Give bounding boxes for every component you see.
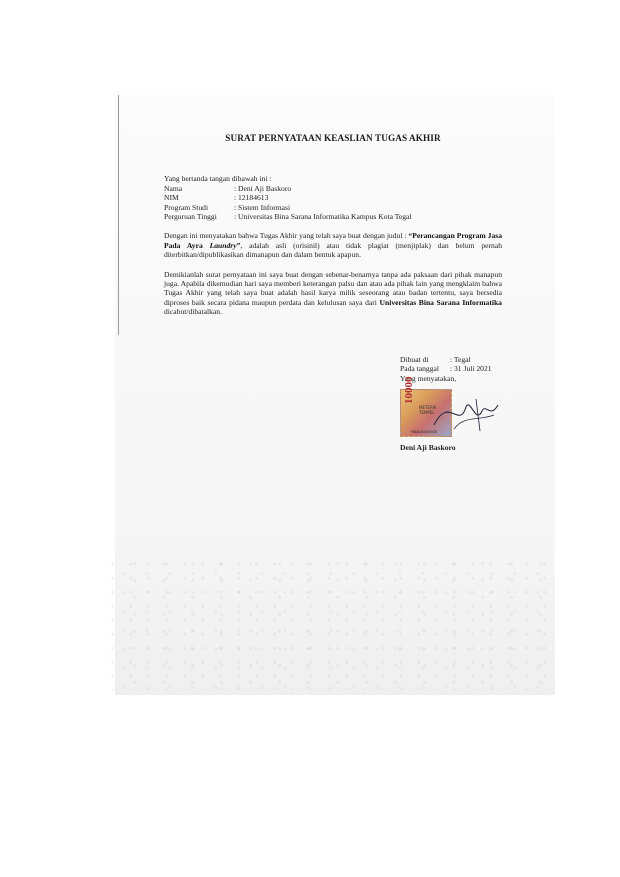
stamp-label-line1: METERAI (419, 405, 437, 411)
identity-fields (164, 184, 502, 222)
handwritten-signature (424, 385, 504, 441)
place-label: Dibuat di (400, 355, 429, 364)
stamp-label-line2: TEMPEL (419, 409, 435, 415)
document-body (164, 131, 502, 317)
intro-line: Yang bertanda tangan dibawah ini : (164, 174, 272, 184)
field-label-nim: NIM (164, 193, 179, 203)
date-row (400, 364, 560, 373)
signer-name: Deni Aji Baskoro (400, 443, 456, 453)
statement-text-post: , adalah asli (orisinil) atau tidak plagiat (menjiplak) dan belum pernah diterbitkan/dipublikasikan dimanapun dan dalam bentuk apapun. (164, 240, 503, 260)
statement-text-pre: Dengan ini menyatakan bahwa Tugas Akhir yang telah saya buat dengan judul : (164, 231, 409, 241)
stamp-serial: F8DAJX254935 (411, 430, 437, 435)
scan-edge-line (118, 95, 119, 335)
declarer-label: Yang menyatakan, (400, 373, 457, 383)
field-value-prodi: : Sistem Informasi (234, 202, 291, 212)
signature-block (400, 355, 560, 453)
closing-text-pre: Demikianlah surat pernyataan ini saya buat dengan sebenar-benarnya tanpa ada paksaan dari pihak manapun juga. Apabila dikemudian hari saya memberi keterangan palsu dan atau ada pihak lain yang mengklaim bahwa Tugas Akhir yang telah saya buat adalah hasil karya milik seseorang atau badan tertentu, saya bersedia diproses baik secara pidana maupun perdata dan kelulusan saya dari (164, 269, 502, 307)
scan-noise (110, 560, 550, 690)
field-label-prodi: Program Studi (164, 202, 209, 212)
thesis-title-close: ” (236, 240, 241, 250)
field-value-nim: : 12184613 (234, 193, 269, 203)
university-name-bold: Universitas Bina Sarana Informatika (379, 297, 502, 307)
date-value: : 31 Juli 2021 (450, 364, 492, 374)
thesis-title-italic: Laundry (209, 240, 237, 250)
document-title: SURAT PERNYATAAN KEASLIAN TUGAS AKHIR (225, 133, 441, 143)
closing-text-post: dicabut/dibatalkan. (164, 307, 222, 317)
statement-paragraph (164, 231, 502, 259)
place-row (400, 355, 560, 364)
stamp-value: 10000 (403, 376, 415, 405)
place-value: : Tegal (450, 355, 471, 364)
field-label-nama: Nama (164, 183, 183, 193)
field-label-pt: Perguruan Tinggi (164, 212, 217, 222)
thesis-title-main: “Perancangan Program Jasa Pada Ayra (164, 231, 502, 250)
field-value-pt: : Universitas Bina Sarana Informatika Kampus Kota Tegal (234, 212, 412, 222)
date-label: Pada tanggal (400, 364, 440, 374)
closing-paragraph (164, 270, 502, 317)
field-value-nama: : Deni Aji Baskoro (234, 183, 292, 193)
